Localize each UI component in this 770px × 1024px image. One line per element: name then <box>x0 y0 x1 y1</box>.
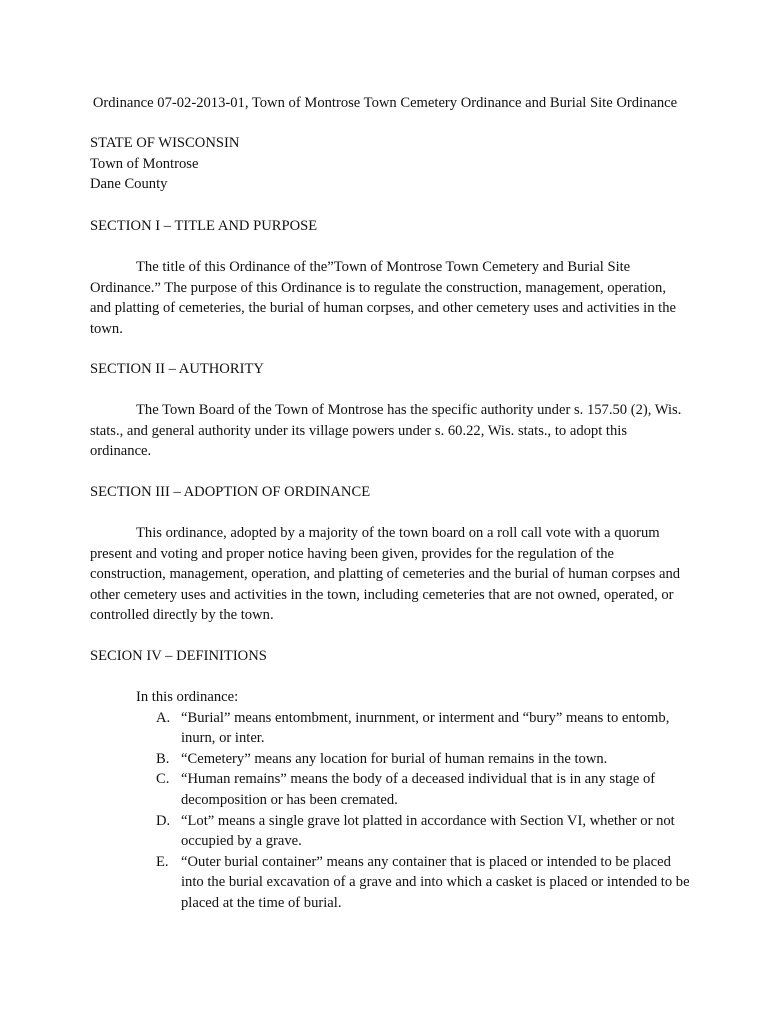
state-line: STATE OF WISCONSIN <box>90 135 240 151</box>
definition-item <box>136 811 696 852</box>
section-1-heading: SECTION I – TITLE AND PURPOSE <box>90 218 318 234</box>
definitions-intro: In this ordinance: <box>136 689 239 705</box>
definition-letter: A. <box>156 709 171 726</box>
definition-text: “Human remains” means the body of a deceased individual that is in any stage of decomposition or has been cremated. <box>181 771 656 808</box>
definition-text: “Outer burial container” means any container that is placed or intended to be placed into the burial excavation of a grave and into which a casket is placed or intended to be placed at the time of burial. <box>181 853 690 911</box>
definition-letter: E. <box>156 853 169 870</box>
section-2-heading: SECTION II – AUTHORITY <box>90 361 264 377</box>
definition-item <box>136 769 696 810</box>
section-3-body: This ordinance, adopted by a majority of the town board on a roll call vote with a quorum present and voting and proper notice having been given, provides for the regulation of the construction, management, operation, and platting of cemeteries and the burial of human corpses and other cemetery uses and activities in the town, including cemeteries that are not owned, operated, or controlled directly by the town. <box>90 525 681 624</box>
definition-text: “Cemetery” means any location for burial of human remains in the town. <box>181 750 608 767</box>
definition-letter: D. <box>156 812 171 829</box>
definition-item <box>136 708 696 749</box>
definition-text: “Lot” means a single grave lot platted in accordance with Section VI, whether or not occupied by a grave. <box>181 812 675 850</box>
definition-item <box>136 852 696 914</box>
definition-letter: B. <box>156 750 170 767</box>
definition-text: “Burial” means entombment, inurnment, or interment and “bury” means to entomb, inurn, or inter. <box>181 709 670 747</box>
jurisdiction-header <box>90 133 682 195</box>
section-4-heading: SECION IV – DEFINITIONS <box>90 648 267 664</box>
section-1-body: The title of this Ordinance of the”Town of Montrose Town Cemetery and Burial Site Ordinance.” The purpose of this Ordinance is to regulate the construction, management, operation, and platting of cemeteries, the burial of human corpses, and other cemetery uses and activities in the town. <box>90 259 676 337</box>
town-line: Town of Montrose <box>90 155 199 172</box>
section-2-body: The Town Board of the Town of Montrose has the specific authority under s. 157.50 (2), Wis. stats., and general authority under its village powers under s. 60.22, Wis. stats., to adopt this ordinance. <box>90 402 682 460</box>
county-line: Dane County <box>90 176 168 193</box>
definition-letter: C. <box>156 771 170 788</box>
section-3-heading: SECTION III – ADOPTION OF ORDINANCE <box>90 484 371 500</box>
definition-item <box>136 749 696 770</box>
document-title: Ordinance 07-02-2013-01, Town of Montrose Town Cemetery Ordinance and Burial Site Ordinance <box>92 95 678 111</box>
definitions-list <box>136 687 696 914</box>
